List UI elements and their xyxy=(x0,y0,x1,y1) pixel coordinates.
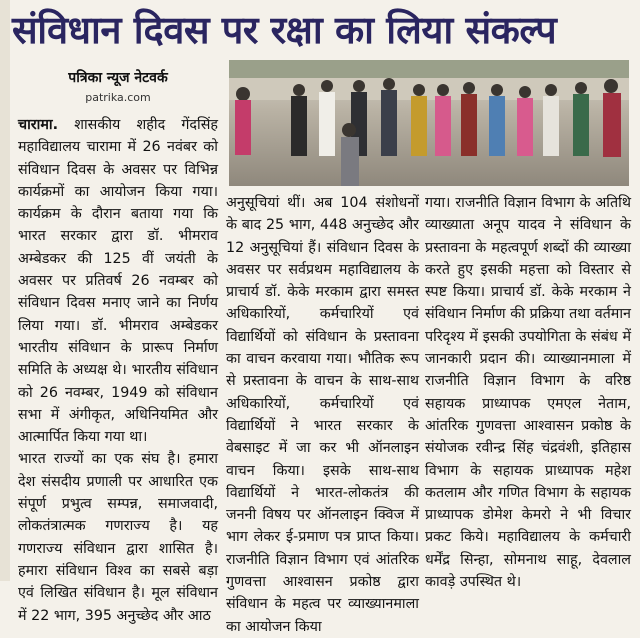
column1-paragraph-2: भारत राज्यों का एक संघ है। हमारा देश संसदीय प्रणाली पर आधारित एक संपूर्ण प्रभुत्व सम्पन्न, समाजवादी, लोकतंत्रात्मक गणराज्य है। यह गणराज्य संविधान द्वारा शासित है। हमारा संविधान विश्व का सबसे बड़ा एवं लिखित संविधान है। मूल संविधान में 22 भाग, 395 अनुच्छेद और आठ xyxy=(18,451,218,624)
dateline: चारामा. xyxy=(18,117,59,133)
article-column-3 xyxy=(425,192,631,591)
column3-text: गया। राजनीति विज्ञान विभाग के अतिथि व्याख्याता अनूप यादव ने संविधान के प्रस्तावना के महत्वपूर्ण शब्दों की व्याख्या करते हुए इसकी महत्ता को विस्तार से स्पष्ट किया। प्राचार्य डॉ. केके मरकाम ने संविधान निर्माण की प्रक्रिया तथा वर्तमान परिदृश्य में इसकी उपयोगिता के संबंध में जानकारी प्रदान की। व्याख्यानमाला में राजनीति विज्ञान विभाग के वरिष्ठ सहायक प्राध्यापक एमएल नेताम, आंतरिक गुणवत्ता आश्वासन प्रकोष्ठ के संयोजक रवीन्द्र सिंह चंद्रवंशी, इतिहास विभाग के सहायक प्राध्यापक महेश कतलाम और गणित विभाग के सहायक प्राध्यापक डोमेश केमरो ने भी विचार प्रकट किये। महाविद्यालय के कर्मचारी धर्मेंद्र सिन्हा, सोमनाथ साहू, देवलाल कावड़े उपस्थित थे। xyxy=(425,195,631,591)
article-column-1 xyxy=(18,114,218,624)
column2-text: अनुसूचियां थीं। अब 104 संशोधनों के बाद 25 भाग, 448 अनुच्छेद और 12 अनुसूचियां हैं। संविधान दिवस के अवसर पर सर्वप्रथम महाविद्यालय के प्राचार्य डॉ. केके मरकाम द्वारा समस्त अधिकारियों, कर्मचारियों एवं विद्यार्थियों को संविधान के प्रस्तावना का वाचन करवाया गया। भौतिक रूप से प्रस्तावना के वाचन के साथ-साथ अधिकारियों, कर्मचारियों एवं विद्यार्थियों ने भारत सरकार के वेबसाइट में जा कर भी ऑनलाइन वाचन किया। इसके साथ-साथ विद्यार्थियों ने भारत-लोकतंत्र की जननी विषय पर ऑनलाइन क्विज में भाग लेकर ई-प्रमाण पत्र प्राप्त किया। राजनीति विज्ञान विभाग एवं आंतरिक गुणवत्ता आश्वासन प्रकोष्ठ द्वारा संविधान के महत्व पर व्याख्यानमाला का आयोजन किया xyxy=(226,195,419,635)
byline-name: पत्रिका न्यूज नेटवर्क xyxy=(68,70,168,86)
headline: संविधान दिवस पर रक्षा का लिया संकल्प xyxy=(12,8,557,52)
adjacent-column-edge xyxy=(0,0,10,581)
crowd-illustration xyxy=(229,60,629,186)
byline xyxy=(18,68,218,104)
byline-site: patrika.com xyxy=(85,91,151,104)
column1-paragraph-1: शासकीय शहीद गेंदसिंह महाविद्यालय चारामा में 26 नवंबर को संविधान दिवस के अवसर पर विभिन्न कार्यक्रमों का आयोजन किया गया। कार्यक्रम के दौरान बताया गया कि भारत सरकार द्वारा डॉ. भीमराव अम्बेडकर की 125 वीं जयंती के अवसर पर प्रतिवर्ष 26 नवम्बर को संविधान दिवस मनाए जाने का निर्णय लिया गया। डॉ. भीमराव अम्बेडकर भारतीय संविधान के प्रारूप निर्माण समिति के अध्यक्ष थे। भारतीय संविधान को 26 नवम्बर, 1949 को संविधान सभा में अंगीकृत, अधिनियमित और आत्मार्पित किया गया था। xyxy=(18,117,218,446)
article-column-2 xyxy=(226,192,419,635)
event-photo xyxy=(229,60,629,186)
